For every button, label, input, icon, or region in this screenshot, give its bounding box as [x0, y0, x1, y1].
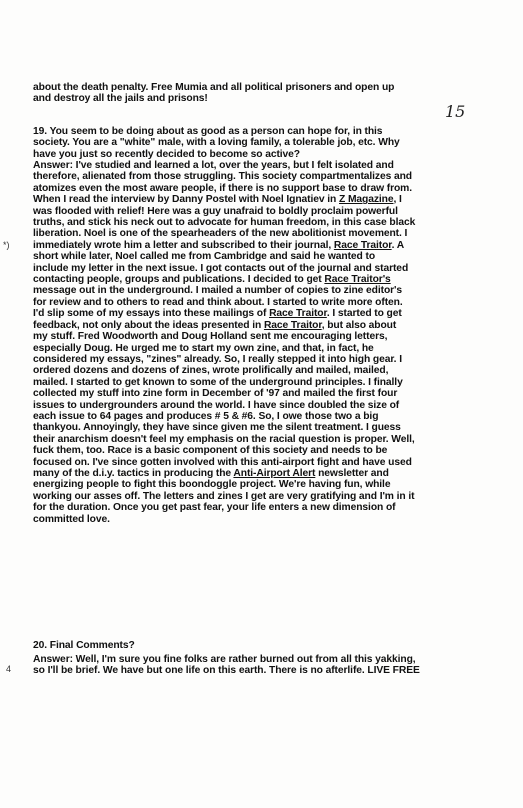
- answer-line: [33, 502, 473, 513]
- text-run: therefore, alienated from those struggling. This society compartmentalizes and: [33, 171, 412, 183]
- answer-line: [33, 354, 473, 365]
- answer-line: [33, 171, 473, 182]
- text-run: , I: [393, 194, 402, 206]
- text-run: especially Doug. He urged me to start my own zine, and that, in fact, he: [33, 342, 374, 354]
- text-run: short while later, Noel called me from Cambridge and said he wanted to: [33, 251, 376, 263]
- answer-line: [33, 240, 473, 251]
- text-run: I'd slip some of my essays into these mailings of: [33, 308, 270, 320]
- answer-line: [33, 217, 473, 228]
- answer-line: [33, 183, 473, 194]
- text-run: , but also about: [321, 319, 397, 331]
- text-run: many of the d.i.y. tactics in producing the: [33, 467, 234, 479]
- margin-mark: 4: [6, 664, 12, 674]
- answer-line: [33, 160, 473, 171]
- answer-line: [33, 251, 473, 262]
- answer-line: [33, 331, 473, 342]
- underlined-title: Race Traitor: [269, 308, 327, 320]
- text-run: collected my stuff into zine form in December of '97 and mailed the first four: [33, 388, 398, 400]
- text-run: ordered dozens and dozens of zines, wrote prolifically and mailed, mailed,: [33, 365, 389, 377]
- margin-mark: *): [3, 240, 10, 250]
- text-run: issues to undergrounders around the world. I have since doubled the size of: [33, 399, 400, 411]
- answer-line: [33, 206, 473, 217]
- text-run: liberation. Noel is one of the spearheaders of the new abolitionist movement. I: [33, 228, 408, 240]
- question-20: [33, 640, 473, 651]
- answer-line: [33, 388, 473, 399]
- answer-line: [33, 320, 473, 331]
- answer-line: so I'll be brief. We have but one life on this earth. There is no afterlife. LIVE FREE: [33, 665, 420, 677]
- text-run: energizing people to fight this boondoggle project. We're having fun, while: [33, 479, 391, 491]
- page-number: 15: [445, 102, 466, 121]
- text-run: include my letter in the next issue. I got contacts out of the journal and started: [33, 262, 409, 274]
- answer-line: [33, 228, 473, 239]
- question-line: 20. Final Comments?: [33, 640, 135, 651]
- underlined-title: Anti-Airport Alert: [233, 467, 316, 479]
- answer-line: [33, 308, 473, 319]
- answer-line: [33, 365, 473, 376]
- answer-line: [33, 343, 473, 354]
- answer-line: [33, 434, 473, 445]
- text-run: When I read the interview by Danny Postel with Noel Ignatiev in: [33, 194, 339, 206]
- text-run: committed love.: [33, 513, 110, 525]
- text-run: my stuff. Fred Woodworth and Doug Holland sent me encouraging letters,: [33, 331, 388, 343]
- answer-line: [33, 491, 473, 502]
- text-run: thankyou. Annoyingly, they have since given me the silent treatment. I guess: [33, 422, 401, 434]
- answer-line: [33, 479, 473, 490]
- answer-line: [33, 194, 473, 205]
- text-run: atomizes even the most aware people, if there is no support base to draw from.: [33, 182, 412, 194]
- text-run: newsletter and: [315, 467, 389, 479]
- text-run: mailed. I started to get known to some of the underground principles. I finally: [33, 376, 403, 388]
- answer-line: [33, 468, 473, 479]
- text-run: fuck them, too. Race is a basic component of this society and needs to be: [33, 445, 388, 457]
- text-run: considered my essays, "zines" already. So, I really stepped it into high gear. I: [33, 353, 402, 365]
- text-run: feedback, not only about the ideas presented in: [33, 319, 264, 331]
- text-run: message out in the underground. I mailed a number of copies to zine editor's: [33, 285, 403, 297]
- text-run: for review and to others to read and think about. I started to write more often.: [33, 296, 403, 308]
- underlined-title: Race Traitor: [333, 239, 392, 251]
- top-paragraph: [33, 82, 473, 105]
- answer-line: [33, 422, 473, 433]
- text-run: immediately wrote him a letter and subscribed to their journal,: [33, 239, 334, 251]
- answer-line: Answer: Well, I'm sure you fine folks are rather burned out from all this yakking,: [33, 654, 416, 665]
- text-run: contacting people, groups and publications. I decided to get: [33, 274, 325, 286]
- question-line: have you just so recently decided to become so active?: [33, 148, 300, 160]
- text-run: . I started to get: [326, 308, 402, 320]
- answer-line: [33, 457, 473, 468]
- question-line: society. You are a "white" male, with a loving family, a tolerable job, etc. Why: [33, 137, 400, 149]
- text-run: working our asses off. The letters and zines I get are very gratifying and I'm in it: [33, 490, 415, 502]
- underlined-title: Z Magazine: [339, 194, 394, 206]
- question-line: 19. You seem to be doing about as good as a person can hope for, in this: [33, 126, 383, 137]
- answer-line: [33, 411, 473, 422]
- text-run: was flooded with relief! Here was a guy unafraid to boldly proclaim powerful: [33, 205, 398, 217]
- text-run: each issue to 64 pages and produces # 5 & #6. So, I owe those two a big: [33, 410, 379, 422]
- text-run: their anarchism doesn't feel my emphasis on the racial question is proper. Well,: [33, 433, 415, 445]
- text-run: truths, and stick his neck out to advocate for human freedom, in this case black: [33, 217, 416, 229]
- text-run: focused on. I've since gotten involved with this anti-airport fight and have used: [33, 456, 412, 468]
- answer-line: [33, 297, 473, 308]
- answer-line: [33, 445, 473, 456]
- text-line: and destroy all the jails and prisons!: [33, 93, 208, 105]
- answer-line: [33, 514, 473, 525]
- text-run: Answer: I've studied and learned a lot, over the years, but I felt isolated and: [33, 160, 394, 171]
- text-line: about the death penalty. Free Mumia and all political prisoners and open up: [33, 82, 395, 93]
- answer-20: [33, 654, 473, 677]
- underlined-title: Race Traitor's: [324, 274, 391, 286]
- answer-19: [33, 160, 473, 525]
- answer-line: [33, 274, 473, 285]
- text-run: for the duration. Once you get past fear, your life enters a new dimension of: [33, 502, 396, 514]
- question-19: [33, 126, 473, 160]
- text-run: . A: [391, 239, 405, 251]
- answer-line: [33, 263, 473, 274]
- underlined-title: Race Traitor: [263, 319, 322, 331]
- answer-line: [33, 377, 473, 388]
- answer-line: [33, 400, 473, 411]
- answer-line: [33, 285, 473, 296]
